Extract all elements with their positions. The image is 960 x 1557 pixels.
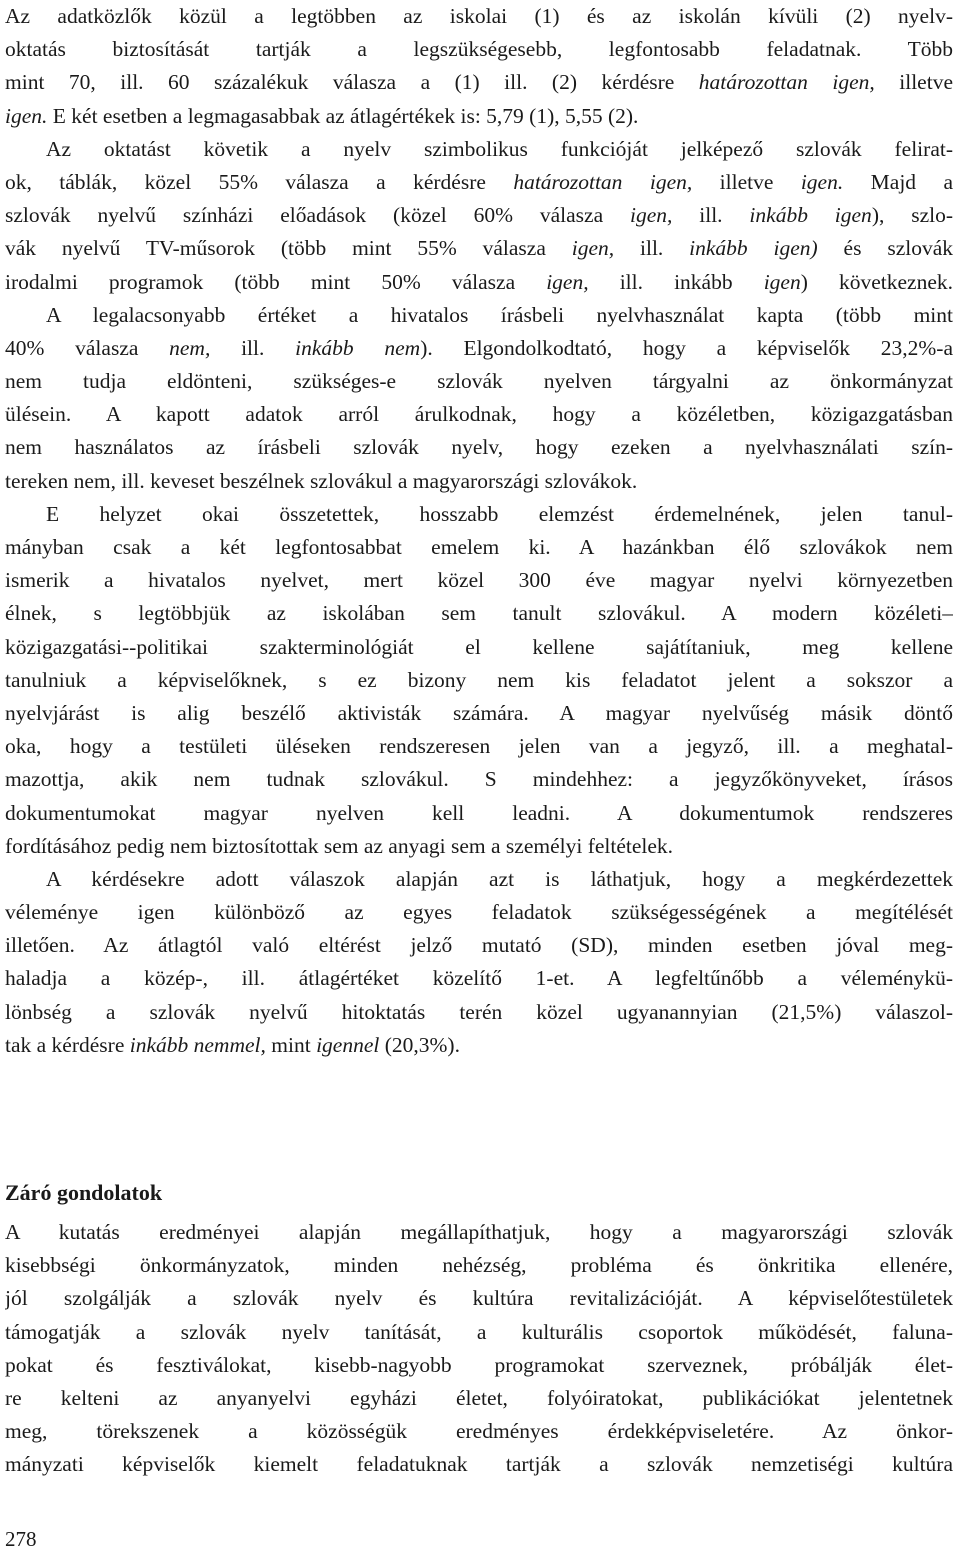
text-line <box>5 962 953 995</box>
text-line <box>5 1349 953 1382</box>
text-run: irodalmi programok (több mint 50% válasza <box>5 269 547 294</box>
text-run: vák nyelvű TV-műsorok (több mint 55% válasza <box>5 236 572 261</box>
italic-text: igen, <box>571 236 615 261</box>
text-run: és szlovák <box>817 236 953 261</box>
text-line <box>5 597 953 630</box>
text-run: mányban csak a két legfontosabbat emelem ki. A hazánkban élő szlovákok nem <box>5 535 953 559</box>
text-run: szlovák nyelvű színházi előadások (közel 60% válasza <box>5 203 630 228</box>
text-run: dokumentumokat magyar nyelven kell leadni. A dokumentumok rendszeres <box>5 800 953 825</box>
text-run: ismerik a hivatalos nyelvet, mert közel 300 éve magyar nyelvi környezetben <box>5 568 953 593</box>
paragraph-5 <box>5 863 953 1062</box>
text-run: támogatják a szlovák nyelv tanítását, a kulturális csoportok működését, faluna- <box>5 1319 953 1344</box>
text-run: ). Elgondolkodtató, hogy a képviselők 23,2%-a <box>420 335 953 360</box>
text-run: 40% válasza <box>5 335 170 360</box>
italic-text: igen. <box>800 169 844 194</box>
text-line <box>5 631 953 664</box>
text-run: ill. <box>672 203 750 228</box>
text-run: A kutatás eredményei alapján megállapíthatjuk, hogy a magyarországi szlovák <box>5 1220 953 1244</box>
italic-text: igen <box>763 269 801 294</box>
italic-text: igennel <box>316 1032 380 1057</box>
text-line <box>5 830 953 863</box>
body-text-upper <box>5 0 953 1062</box>
text-line <box>5 498 953 531</box>
text-run: E helyzet okai összetettek, hosszabb elemzést érdemelnének, jelen tanul- <box>46 501 953 526</box>
italic-text: igen, <box>546 269 589 294</box>
italic-text: inkább nem <box>295 335 421 360</box>
text-run: haladja a közép-, ill. átlagértéket közelítő 1-et. A legfeltűnőbb a véleménykü- <box>5 966 953 991</box>
text-run: re kelteni az anyanyelvi egyházi életet, folyóiratokat, publikációkat jelentetnek <box>5 1385 953 1410</box>
text-run: meg, törekszenek a közösségük eredményes érdekképviseletére. Az önkor- <box>5 1419 953 1444</box>
text-run: fordításához pedig nem biztosítottak sem az anyagi sem a személyi feltételek. <box>5 833 674 858</box>
italic-text: igen, <box>630 203 673 228</box>
text-run: ülésein. A kapott adatok arról árulkodnak, hogy a közéletben, közigazgatásban <box>5 402 953 427</box>
text-run: E két esetben a legmagasabbak az átlagértékek is: 5,79 (1), 5,55 (2). <box>47 103 639 128</box>
paragraph-6 <box>5 1216 953 1482</box>
text-run: illetően. Az átlagtól való eltérést jelző mutató (SD), minden esetben jóval meg- <box>5 933 953 958</box>
text-run: mányzati képviselők kiemelt feladatuknak tartják a szlovák nemzetiségi kultúra <box>5 1452 953 1477</box>
text-line <box>5 398 953 431</box>
paragraph-3 <box>5 299 953 498</box>
text-line <box>5 1249 953 1282</box>
text-run: mint 70, ill. 60 százalékuk válasza a (1) ill. (2) kérdésre <box>5 70 699 95</box>
italic-text: igen. <box>5 103 48 128</box>
italic-text: határozottan igen, <box>698 70 875 95</box>
text-run: oktatás biztosítását tartják a legszükségesebb, legfontosabb feladatnak. Több <box>5 37 953 62</box>
text-run: kisebbségi önkormányzatok, minden nehézség, probléma és önkritika ellenére, <box>5 1253 953 1278</box>
italic-text: inkább igen) <box>689 236 818 261</box>
text-line <box>5 332 953 365</box>
page-number: 278 <box>5 1527 37 1551</box>
text-run: mazottja, akik nem tudnak szlovákul. S mindehhez: a jegyzőkönyveket, írásos <box>5 767 953 792</box>
text-line <box>5 232 953 265</box>
paragraph-1 <box>5 0 953 133</box>
text-run: tanulniuk a képviselőknek, s ez bizony nem kis feladatot jelent a sokszor a <box>5 667 953 692</box>
text-run: jól szolgálják a szlovák nyelv és kultúra revitalizációját. A képviselőtestületek <box>5 1286 953 1311</box>
paragraph-2 <box>5 133 953 299</box>
text-line <box>5 431 953 464</box>
text-line <box>5 133 953 166</box>
text-run: Az adatközlők közül a legtöbben az iskolai (1) és az iskolán kívüli (2) nyelv- <box>5 4 953 28</box>
text-line <box>5 531 953 564</box>
italic-text: inkább nemmel, <box>129 1032 266 1057</box>
text-line <box>5 266 953 299</box>
text-line <box>5 365 953 398</box>
text-run: A kérdésekre adott válaszok alapján azt is láthatjuk, hogy a megkérdezettek <box>46 866 953 891</box>
italic-text: nem, <box>169 335 211 360</box>
text-run: ill. <box>614 236 690 261</box>
text-run: Majd a <box>843 169 953 194</box>
text-line <box>5 100 953 133</box>
text-run: ) következnek. <box>800 269 953 294</box>
text-run: nyelvjárást is alig beszélő aktivisták számára. A magyar nyelvűség másik döntő <box>5 700 953 725</box>
text-run: oka, hogy a testületi üléseken rendszeresen jelen van a jegyző, ill. a meghatal- <box>5 734 953 759</box>
text-run: (20,3%). <box>379 1032 460 1057</box>
text-line <box>5 697 953 730</box>
text-line <box>5 730 953 763</box>
text-run: nem tudja eldönteni, szükséges-e szlovák nyelven tárgyalni az önkormányzat <box>5 369 953 394</box>
text-run: ill. <box>210 335 296 360</box>
text-run: illetve <box>692 169 801 194</box>
text-run: illetve <box>874 70 953 95</box>
text-line <box>5 1282 953 1315</box>
text-run: véleménye igen különböző az egyes feladatok szükségességének a megítélését <box>5 900 953 925</box>
text-run: pokat és fesztiválokat, kisebb-nagyobb programokat szerveznek, próbálják élet- <box>5 1352 953 1377</box>
text-line <box>5 166 953 199</box>
text-line <box>5 465 953 498</box>
text-run: lönbség a szlovák nyelvű hitoktatás terén közel ugyanannyian (21,5%) válaszol- <box>5 999 953 1024</box>
text-run: közigazgatási-‑politikai szakterminológiát el kellene sajátítaniuk, meg kellene <box>5 634 953 659</box>
italic-text: határozottan igen, <box>513 169 693 194</box>
text-line <box>5 664 953 697</box>
text-line <box>5 896 953 929</box>
text-line <box>5 863 953 896</box>
section-heading: Záró gondolatok <box>5 1180 163 1205</box>
text-line <box>5 763 953 796</box>
text-run: élnek, s legtöbbjük az iskolában sem tanult szlovákul. A modern közéleti– <box>5 601 953 626</box>
body-text-lower <box>5 1216 953 1482</box>
text-run: tak a kérdésre <box>5 1032 130 1057</box>
text-line <box>5 1216 953 1249</box>
text-run: tereken nem, ill. keveset beszélnek szlovákul a magyarországi szlovákok. <box>5 468 638 493</box>
text-line <box>5 929 953 962</box>
text-line <box>5 33 953 66</box>
paragraph-4 <box>5 498 953 863</box>
text-line <box>5 564 953 597</box>
text-line <box>5 199 953 232</box>
text-run: mint <box>265 1032 317 1057</box>
text-run: Az oktatást követik a nyelv szimbolikus funkcióját jelképező szlovák felirat- <box>46 136 953 161</box>
text-line <box>5 1029 953 1062</box>
text-line <box>5 0 953 33</box>
text-line <box>5 797 953 830</box>
text-line <box>5 1448 953 1481</box>
text-line <box>5 996 953 1029</box>
text-line <box>5 1415 953 1448</box>
italic-text: inkább igen <box>749 203 872 228</box>
text-run: ), szlo- <box>871 203 953 228</box>
text-line <box>5 299 953 332</box>
text-line <box>5 66 953 99</box>
text-line <box>5 1382 953 1415</box>
text-line <box>5 1316 953 1349</box>
text-run: ok, táblák, közel 55% válasza a kérdésre <box>5 169 514 194</box>
text-run: nem használatos az írásbeli szlovák nyelv, hogy ezeken a nyelvhasználati szín- <box>5 435 953 460</box>
text-run: A legalacsonyabb értéket a hivatalos írásbeli nyelvhasználat kapta (több mint <box>46 302 953 327</box>
text-run: ill. inkább <box>588 269 764 294</box>
